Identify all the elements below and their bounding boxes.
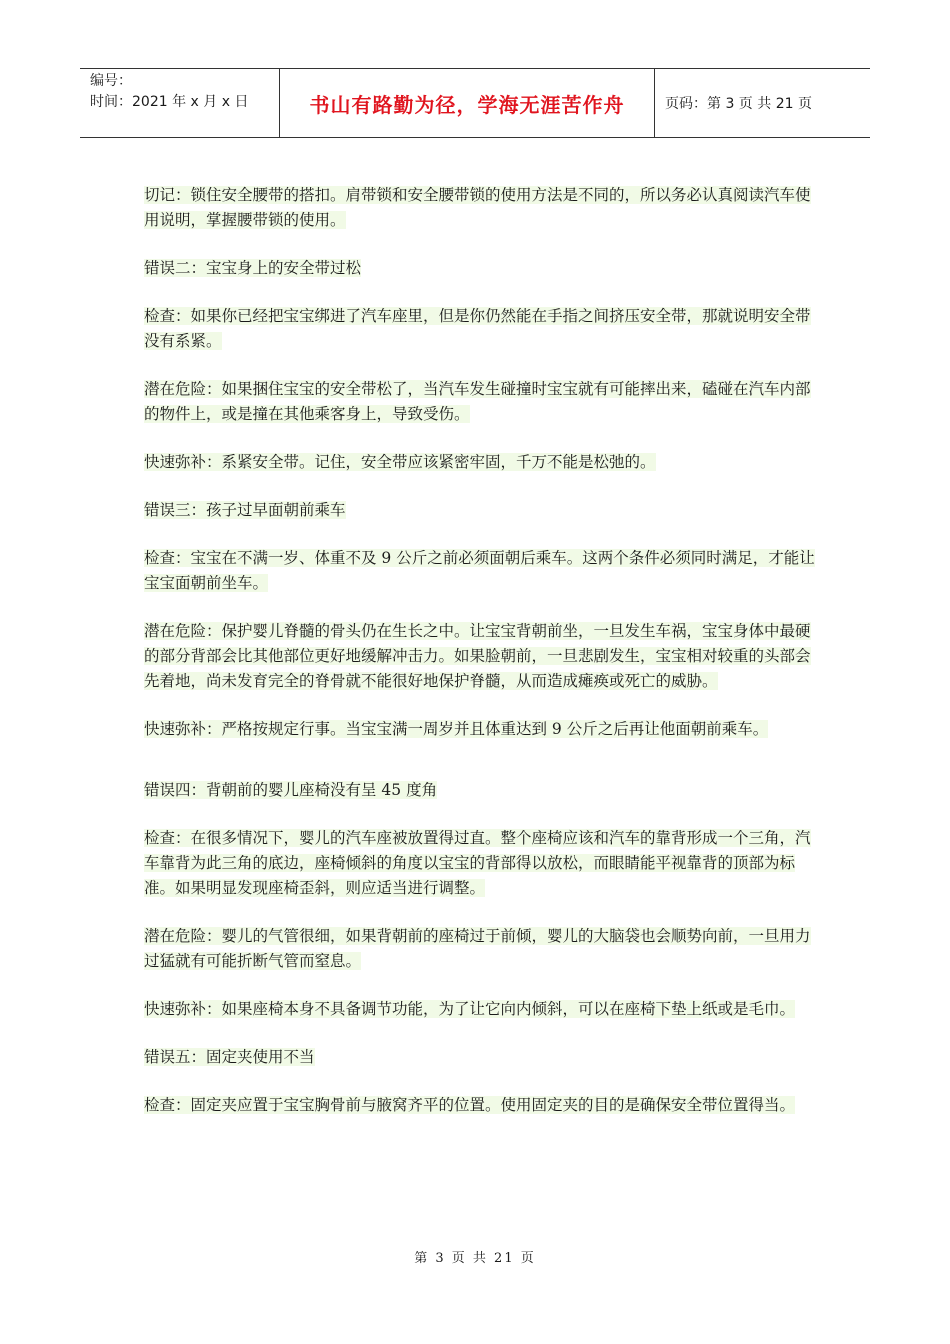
paragraph: 潜在危险：保护婴儿脊髓的骨头仍在生长之中。让宝宝背朝前坐，一旦发生车祸，宝宝身体中最硬的部分背部会比其他部位更好地缓解冲击力。如果脸朝前，一旦悲剧发生，宝宝相对较重的头部会先着地，尚未发育完全的脊骨就不能很好地保护脊髓，从而造成瘫痪或死亡的威胁。 bbox=[144, 622, 811, 690]
section-heading: 错误二：宝宝身上的安全带过松 bbox=[144, 259, 362, 277]
section-heading: 错误五：固定夹使用不当 bbox=[144, 1048, 315, 1066]
section-heading: 错误三：孩子过早面朝前乘车 bbox=[144, 501, 346, 519]
page-footer: 第 3 页 共 21 页 bbox=[414, 1251, 536, 1266]
paragraph: 快速弥补：严格按规定行事。当宝宝满一周岁并且体重达到 9 公斤之后再让他面朝前乘车。 bbox=[144, 720, 769, 738]
header-motto: 书山有路勤为径，学海无涯苦作舟 bbox=[280, 69, 655, 137]
time-label: 时间：2021 年 x 月 x 日 bbox=[90, 94, 249, 110]
section-heading: 错误四：背朝前的婴儿座椅没有呈 45 度角 bbox=[144, 781, 438, 799]
paragraph: 检查：如果你已经把宝宝绑进了汽车座里，但是你仍然能在手指之间挤压安全带，那就说明安全带没有系紧。 bbox=[144, 307, 811, 350]
paragraph: 切记：锁住安全腰带的搭扣。肩带锁和安全腰带锁的使用方法是不同的，所以务必认真阅读汽车使用说明，掌握腰带锁的使用。 bbox=[144, 186, 811, 229]
serial-label: 编号： bbox=[90, 73, 132, 89]
document-body bbox=[144, 183, 820, 1141]
header-page-label: 页码：第 3 页 共 21 页 bbox=[665, 96, 812, 112]
paragraph: 检查：在很多情况下，婴儿的汽车座被放置得过直。整个座椅应该和汽车的靠背形成一个三角，汽车靠背为此三角的底边，座椅倾斜的角度以宝宝的背部得以放松，而眼睛能平视靠背的顶部为标准。如果明显发现座椅歪斜，则应适当进行调整。 bbox=[144, 829, 811, 897]
paragraph: 检查：宝宝在不满一岁、体重不及 9 公斤之前必须面朝后乘车。这两个条件必须同时满足，才能让宝宝面朝前坐车。 bbox=[144, 549, 815, 592]
paragraph: 检查：固定夹应置于宝宝胸骨前与腋窝齐平的位置。使用固定夹的目的是确保安全带位置得当。 bbox=[144, 1096, 796, 1114]
paragraph: 快速弥补：如果座椅本身不具备调节功能，为了让它向内倾斜，可以在座椅下垫上纸或是毛巾。 bbox=[144, 1000, 796, 1018]
header-meta bbox=[80, 69, 280, 137]
paragraph: 快速弥补：系紧安全带。记住，安全带应该紧密牢固，千万不能是松弛的。 bbox=[144, 453, 656, 471]
page-header bbox=[80, 68, 870, 138]
paragraph: 潜在危险：婴儿的气管很细，如果背朝前的座椅过于前倾，婴儿的大脑袋也会顺势向前，一旦用力过猛就有可能折断气管而窒息。 bbox=[144, 927, 811, 970]
paragraph: 潜在危险：如果捆住宝宝的安全带松了，当汽车发生碰撞时宝宝就有可能摔出来，磕碰在汽车内部的物件上，或是撞在其他乘客身上，导致受伤。 bbox=[144, 380, 811, 423]
